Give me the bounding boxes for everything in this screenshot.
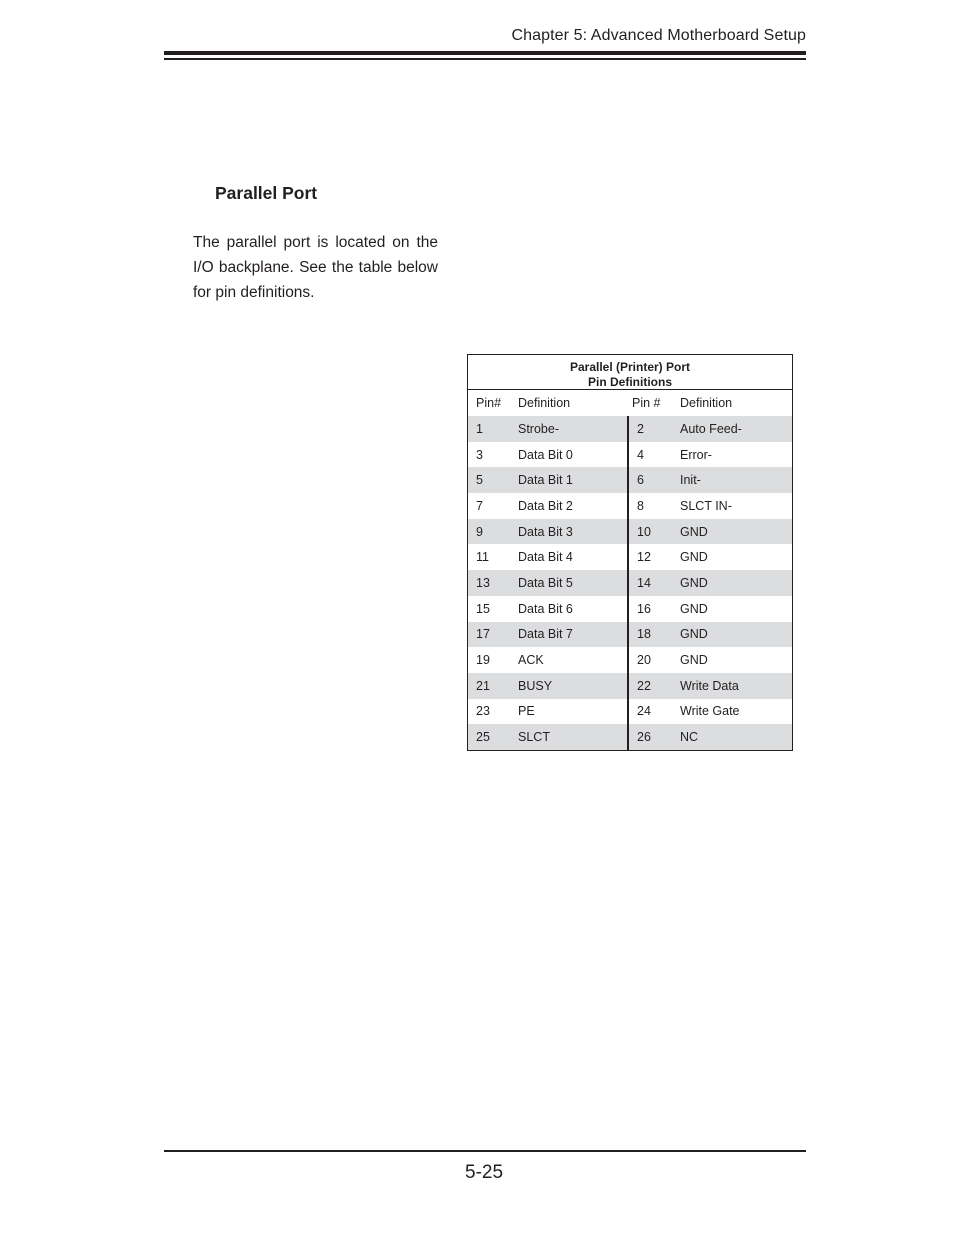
pin-number-cell: 7 <box>476 498 483 513</box>
pin-definition-cell: Write Gate <box>680 704 740 719</box>
pin-definitions-table <box>467 354 793 751</box>
pin-number-cell: 5 <box>476 473 483 488</box>
table-row <box>468 519 792 545</box>
pin-number-cell: 21 <box>476 678 490 693</box>
table-row <box>468 724 792 750</box>
pin-number-cell: 22 <box>637 678 651 693</box>
pin-definition-cell: Strobe- <box>510 416 629 442</box>
pin-definition-cell: Data Bit 6 <box>510 596 629 622</box>
pin-definition-cell: Data Bit 1 <box>510 467 629 493</box>
table-caption <box>468 355 792 390</box>
table-row <box>468 570 792 596</box>
pin-definition-cell: ACK <box>510 647 629 673</box>
pin-number-cell: 12 <box>637 550 651 565</box>
pin-number-cell: 23 <box>476 704 490 719</box>
column-header-definition-2: Definition <box>680 396 733 410</box>
pin-number-cell: 13 <box>476 575 490 590</box>
pin-definition-cell: Auto Feed- <box>680 421 742 436</box>
table-row <box>468 467 792 493</box>
pin-definition-cell: Data Bit 2 <box>510 493 629 519</box>
pin-definition-cell: GND <box>680 550 708 565</box>
pin-definition-cell: Data Bit 0 <box>510 442 629 468</box>
table-row <box>468 622 792 648</box>
header-rule-thin <box>164 58 806 60</box>
pin-number-cell: 11 <box>476 550 489 565</box>
pin-definition-cell: SLCT <box>510 724 629 750</box>
pin-number-cell: 2 <box>637 421 644 436</box>
pin-definition-cell: Data Bit 7 <box>510 622 629 648</box>
pin-definition-cell: NC <box>680 730 699 745</box>
pin-definition-cell: Data Bit 3 <box>510 519 629 545</box>
pin-number-cell: 10 <box>637 524 651 539</box>
table-row <box>468 416 792 442</box>
table-row <box>468 699 792 725</box>
pin-number-cell: 19 <box>476 653 490 668</box>
pin-definition-cell: SLCT IN- <box>680 498 732 513</box>
pin-definition-cell: Data Bit 5 <box>510 570 629 596</box>
pin-number-cell: 1 <box>476 421 483 436</box>
pin-definition-cell: Error- <box>680 447 712 462</box>
pin-number-cell: 16 <box>637 601 651 616</box>
chapter-title: Chapter 5: Advanced Motherboard Setup <box>511 27 806 44</box>
pin-definition-cell: Data Bit 4 <box>510 544 629 570</box>
table-header-row <box>468 390 792 416</box>
pin-definition-cell: PE <box>510 699 629 725</box>
table-row <box>468 647 792 673</box>
pin-definition-cell: GND <box>680 627 708 642</box>
pin-number-cell: 4 <box>637 447 644 462</box>
footer-rule <box>164 1150 806 1152</box>
pin-definition-cell: GND <box>680 601 708 616</box>
pin-definition-cell: GND <box>680 524 708 539</box>
column-header-definition: Definition <box>518 396 571 410</box>
table-body <box>468 416 792 750</box>
pin-definition-cell: Init- <box>680 473 701 488</box>
pin-number-cell: 25 <box>476 730 490 745</box>
pin-number-cell: 14 <box>637 575 651 590</box>
header-rule-thick <box>164 51 806 55</box>
table-caption-line2: Pin Definitions <box>588 375 672 389</box>
column-header-pin-2: Pin # <box>632 396 661 410</box>
table-row <box>468 493 792 519</box>
table-row <box>468 442 792 468</box>
pin-definition-cell: BUSY <box>510 673 629 699</box>
pin-number-cell: 26 <box>637 730 651 745</box>
pin-definition-cell: GND <box>680 653 708 668</box>
pin-number-cell: 3 <box>476 447 483 462</box>
pin-number-cell: 15 <box>476 601 490 616</box>
pin-definition-cell: Write Data <box>680 678 739 693</box>
section-body-text: The parallel port is located on the I/O backplane. See the table below for pin definitions. <box>193 234 438 301</box>
section-title: Parallel Port <box>215 183 318 203</box>
table-row <box>468 596 792 622</box>
column-header-pin: Pin# <box>476 396 502 410</box>
pin-definition-cell: GND <box>680 575 708 590</box>
table-caption-line1: Parallel (Printer) Port <box>569 360 691 374</box>
table-row <box>468 673 792 699</box>
table-row <box>468 544 792 570</box>
pin-number-cell: 8 <box>637 498 644 513</box>
pin-number-cell: 24 <box>637 704 651 719</box>
pin-number-cell: 17 <box>476 627 490 642</box>
pin-number-cell: 6 <box>637 473 644 488</box>
pin-number-cell: 18 <box>637 627 651 642</box>
pin-number-cell: 9 <box>476 524 483 539</box>
pin-number-cell: 20 <box>637 653 651 668</box>
page-number: 5-25 <box>465 1162 504 1183</box>
